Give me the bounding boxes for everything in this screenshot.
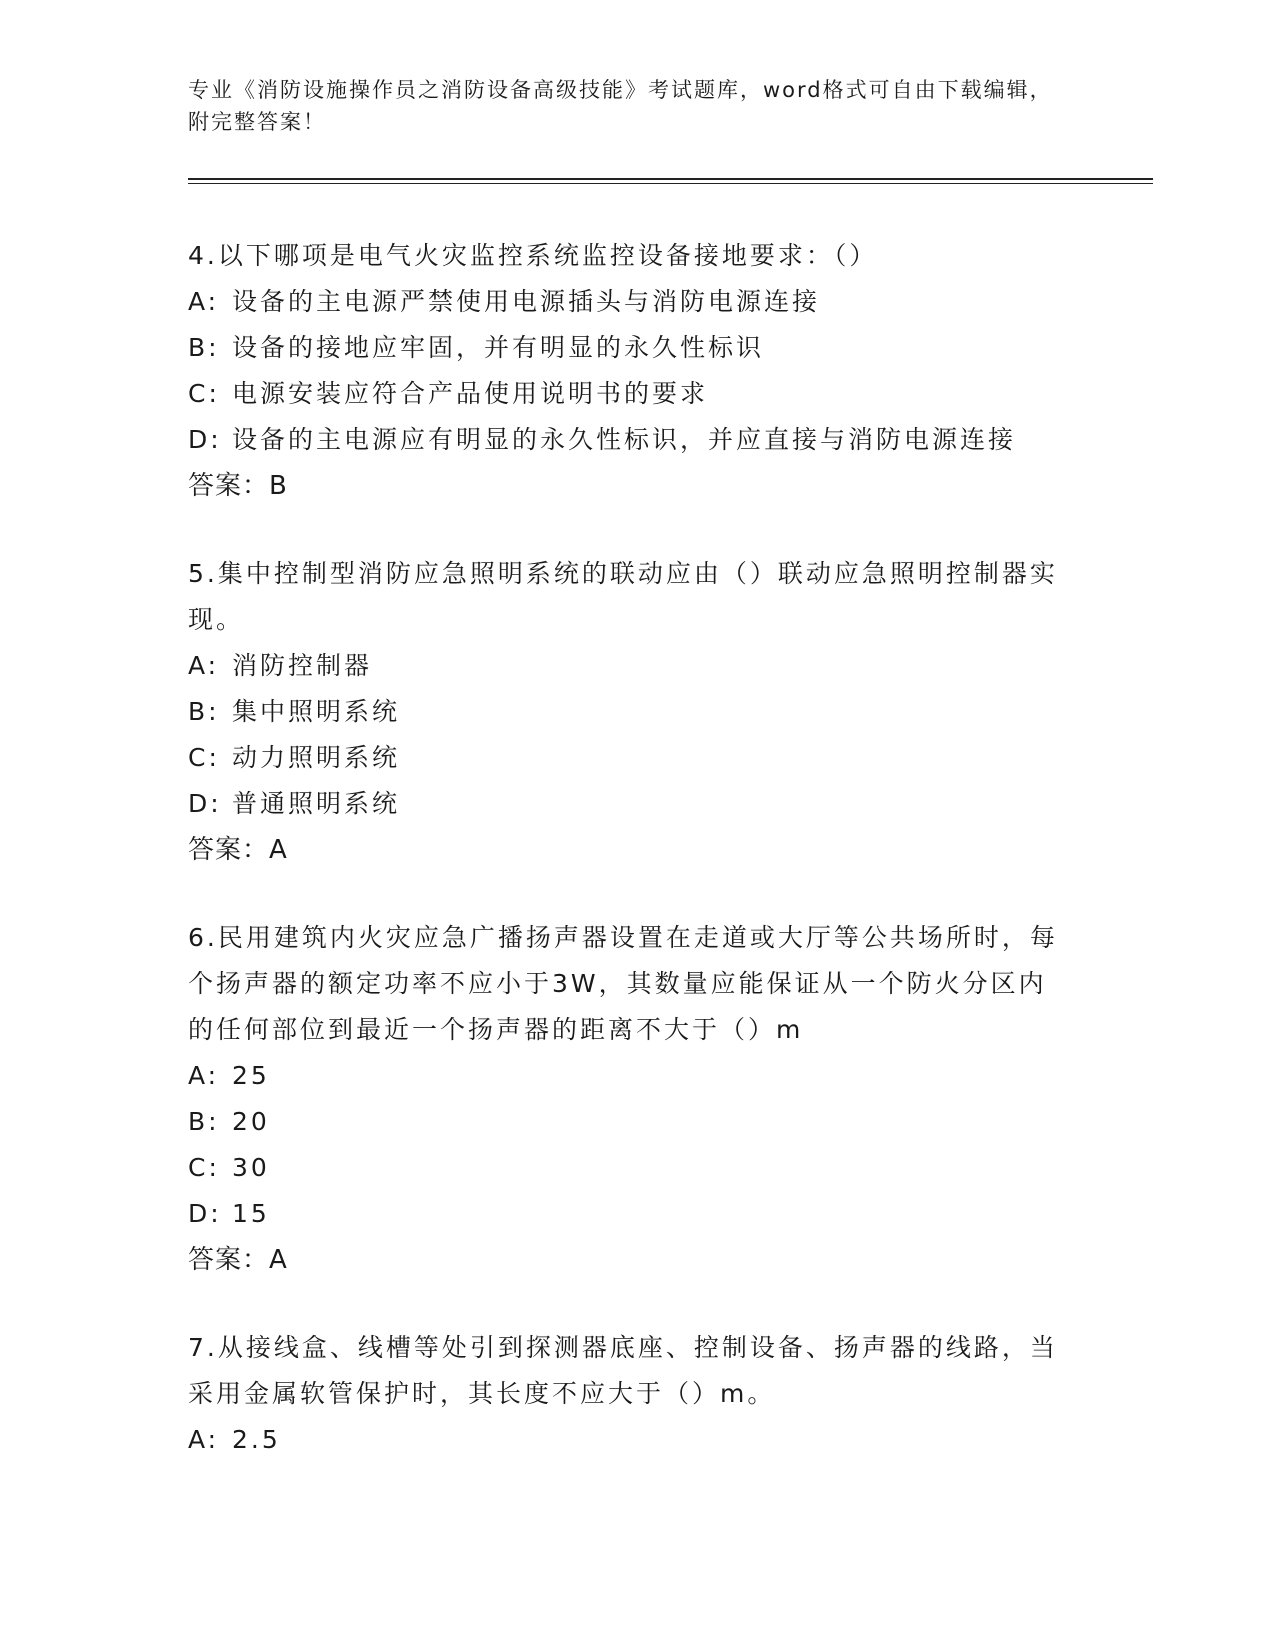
option-letter: A: [188, 1425, 220, 1454]
question-option [188, 1145, 1068, 1191]
option-text: 设备的主电源严禁使用电源插头与消防电源连接 [232, 287, 821, 316]
option-letter: B: [188, 1107, 220, 1136]
option-letter: B: [188, 333, 220, 362]
option-text: 消防控制器 [232, 651, 373, 680]
question-option [188, 1053, 1068, 1099]
option-text: 30 [232, 1153, 270, 1182]
option-text: 动力照明系统 [232, 743, 401, 772]
question-option [188, 371, 1068, 417]
option-letter: D: [188, 425, 222, 454]
question-option [188, 689, 1068, 735]
question-answer: 答案：B [188, 471, 288, 501]
question-stem: 7.从接线盒、线槽等处引到探测器底座、控制设备、扬声器的线路，当采用金属软管保护时，其长度不应大于（）m。 [188, 1333, 1058, 1408]
option-letter: A: [188, 651, 220, 680]
question-option [188, 1191, 1068, 1237]
option-letter: C: [188, 1153, 220, 1182]
question-stem: 6.民用建筑内火灾应急广播扬声器设置在走道或大厅等公共场所时，每个扬声器的额定功率不应小于3W，其数量应能保证从一个防火分区内的任何部位到最近一个扬声器的距离不大于（）m [188, 923, 1058, 1044]
question-option [188, 325, 1068, 371]
option-text: 25 [232, 1061, 270, 1090]
option-text: 普通照明系统 [232, 789, 401, 818]
option-text: 15 [232, 1199, 270, 1228]
question-stem: 5.集中控制型消防应急照明系统的联动应由（）联动应急照明控制器实现。 [188, 559, 1058, 634]
option-text: 设备的接地应牢固，并有明显的永久性标识 [232, 333, 765, 362]
header-rule-thin [188, 183, 1153, 184]
option-text: 设备的主电源应有明显的永久性标识，并应直接与消防电源连接 [232, 425, 1017, 454]
question-block [188, 915, 1068, 1283]
option-letter: A: [188, 287, 220, 316]
question-option [188, 781, 1068, 827]
question-block [188, 1325, 1068, 1463]
header-rule-thick [188, 178, 1153, 180]
question-option [188, 1417, 1068, 1463]
option-letter: C: [188, 379, 220, 408]
question-block [188, 551, 1068, 873]
option-letter: A: [188, 1061, 220, 1090]
option-letter: C: [188, 743, 220, 772]
question-list [188, 233, 1068, 1505]
option-text: 电源安装应符合产品使用说明书的要求 [232, 379, 709, 408]
question-answer: 答案：A [188, 1245, 288, 1275]
option-letter: B: [188, 697, 220, 726]
option-text: 20 [232, 1107, 270, 1136]
question-block [188, 233, 1068, 509]
question-stem: 4.以下哪项是电气火灾监控系统监控设备接地要求：（） [188, 241, 878, 270]
option-letter: D: [188, 1199, 222, 1228]
document-header: 专业《消防设施操作员之消防设备高级技能》考试题库，word格式可自由下载编辑，附完整答案！ [188, 78, 1053, 134]
question-option [188, 279, 1068, 325]
question-option [188, 417, 1068, 463]
question-option [188, 1099, 1068, 1145]
question-answer: 答案：A [188, 835, 288, 865]
option-letter: D: [188, 789, 222, 818]
option-text: 2.5 [232, 1425, 281, 1454]
question-option [188, 643, 1068, 689]
question-option [188, 735, 1068, 781]
option-text: 集中照明系统 [232, 697, 401, 726]
